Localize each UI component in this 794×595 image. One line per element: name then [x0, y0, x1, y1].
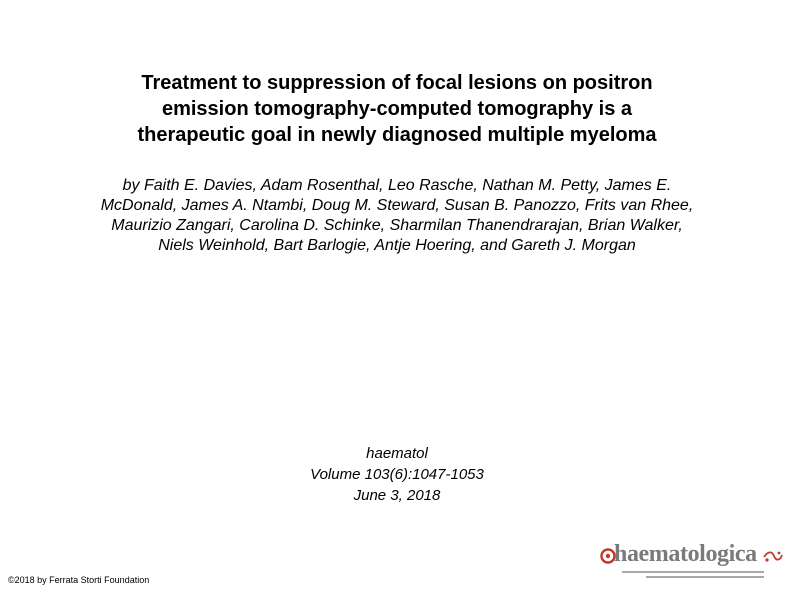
slide-title	[40, 70, 754, 148]
authors-line-1: by Faith E. Davies, Adam Rosenthal, Leo Rasche, Nathan M. Petty, James E.	[122, 177, 672, 194]
authors-line-3: Maurizio Zangari, Carolina D. Schinke, Sharmilan Thanendrarajan, Brian Walker,	[111, 217, 683, 234]
citation-block	[197, 443, 597, 506]
logo-tagline-line-2	[646, 576, 764, 578]
logo-tagline-line-1	[622, 571, 764, 573]
journal-name: haematol	[366, 445, 428, 462]
title-line-2: emission tomography-computed tomography is a	[161, 98, 633, 120]
title-line-1: Treatment to suppression of focal lesions on positron	[141, 72, 653, 94]
volume-info: Volume 103(6):1047-1053	[310, 466, 484, 483]
logo-ornament-icon	[762, 550, 784, 564]
authors-line-2: McDonald, James A. Ntambi, Doug M. Steward, Susan B. Panozzo, Frits van Rhee,	[100, 197, 694, 214]
haematologica-logo	[600, 540, 788, 580]
authors-line-4: Niels Weinhold, Bart Barlogie, Antje Hoering, and Gareth J. Morgan	[158, 237, 636, 254]
copyright-notice: ©2018 by Ferrata Storti Foundation	[8, 575, 150, 585]
logo-wordmark: haematologica	[614, 541, 757, 567]
publication-date: June 3, 2018	[353, 487, 441, 504]
title-line-3: therapeutic goal in newly diagnosed multiple myeloma	[137, 124, 657, 146]
author-list	[30, 176, 764, 256]
